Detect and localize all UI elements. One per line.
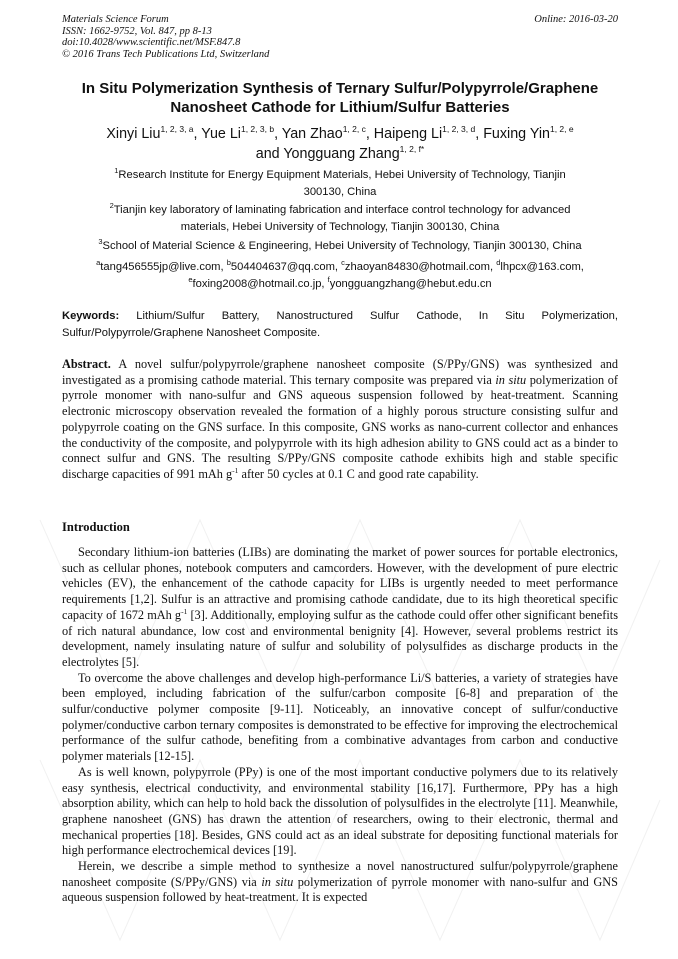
intro-paragraph-4: [62, 859, 618, 906]
author-sup: 1, 2, 3, b: [240, 124, 275, 134]
author-sup: 1, 2, e: [549, 124, 574, 134]
affiliation-text: School of Material Science & Engineering, Hebei University of Technology, Tianjin 300130, China: [102, 240, 582, 252]
author-name: Xinyi Liu: [106, 126, 161, 142]
author-line-2: [62, 144, 618, 164]
email-sup: a: [96, 258, 101, 267]
abstract-italic: in situ: [495, 372, 527, 387]
intro-text: Herein, we describe a simple method to synthesize a novel nanostructured sulfur/polypyrrole/graphene nanosheet composite (S/PPy/GNS) via: [62, 859, 618, 889]
affiliation-sup: 1: [114, 166, 119, 175]
keywords-text: Lithium/Sulfur Battery, Nanostructured Sulfur Cathode, In Situ Polymerization, Sulfur/Polypyrrole/Graphene Nanosheet Composite.: [62, 310, 618, 339]
author-name: Yan Zhao: [281, 126, 343, 142]
author-name: Fuxing Yin: [483, 126, 550, 142]
author-list: [62, 124, 618, 164]
keywords-label: Keywords:: [62, 310, 120, 322]
affiliation-text: Research Institute for Energy Equipment Materials, Hebei University of Technology, Tianjin: [118, 169, 566, 181]
author-sup: 1, 2, 3, d: [442, 124, 476, 134]
email-sup: e: [188, 274, 193, 284]
affiliation-sup: 3: [98, 237, 103, 246]
intro-superscript: -1: [181, 606, 188, 616]
affiliation-2: [62, 202, 618, 235]
intro-text: polymerization of pyrrole monomer with nano-sulfur and GNS aqueous suspension followed by heat-treatment. It is expected: [62, 874, 619, 905]
abstract-text: A novel sulfur/polypyrrole/graphene nanosheet composite (S/PPy/GNS) was synthesized and investigated as a promising cathode material. This ternary composite was prepared via: [62, 357, 618, 387]
author-name: Yue Li: [201, 126, 241, 142]
paper-title: [62, 79, 618, 117]
title-line-1: In Situ Polymerization Synthesis of Ternary Sulfur/Polypyrrole/Graphene: [81, 80, 599, 97]
email-sup: c: [341, 258, 345, 267]
email-sup: f: [327, 274, 330, 284]
abstract-block: [62, 357, 618, 483]
doi-line: doi:10.4028/www.scientific.net/MSF.847.8: [62, 37, 241, 49]
author-name: Haipeng Li: [373, 126, 443, 142]
email-list: [62, 259, 618, 292]
author-sup: 1, 2, c: [342, 124, 366, 134]
journal-name: Materials Science Forum: [62, 14, 169, 25]
intro-paragraph-2: To overcome the above challenges and develop high-performance Li/S batteries, a variety of strategies have been employed, including fabrication of the sulfur/carbon composite [6-8] and preparation of the sulfur/conductive polymer composite [9-11]. Noticeably, an innovative concept of sulfur/conductive polymer/conductive carbon ternary composites is demonstrated to be effective for improving the electrochemical performance of the sulfur cathode, benefiting from a combinative advantages from carbon and conductive polymer materials [12-15].: [62, 670, 618, 764]
abstract-superscript: -1: [232, 465, 239, 475]
introduction-heading: Introduction: [62, 520, 130, 534]
email-address[interactable]: 504404637@qq.com,: [230, 261, 342, 273]
affiliation-1: [62, 167, 618, 200]
online-date: Online: 2016-03-20: [534, 14, 618, 25]
abstract-text: after 50 cycles at 0.1 C and good rate capability.: [238, 466, 479, 481]
keywords-block: [62, 308, 618, 341]
abstract-text: polymerization of pyrrole monomer with nano-sulfur and GNS aqueous suspension followed by heat-treatment. Scanning electronic microscopy observation revealed the formation of a highly porous structure consisting sulfur and polypyrrole coating on the GNS surface. In this composite, GNS works as nano-current collector and enhances the conductivity of the composite, and polypyrrole with its high adhesion ability to GNS could act as a binder to connect sulfur and GNS. The resulting S/PPy/GNS composite cathode exhibits high and stable specific discharge capacities of 991 mAh g: [62, 372, 619, 481]
author-line-1: [62, 124, 618, 144]
abstract-label: Abstract.: [62, 357, 111, 371]
affiliation-text: 300130, China: [303, 185, 377, 198]
email-address[interactable]: zhaoyan84830@hotmail.com,: [344, 261, 497, 273]
intro-text: [3]. Additionally, employing sulfur as the cathode could offer other significant benefits of rich natural abundance, low cost and environmental benignity [4]. However, several problems restrict its development, namely insulating nature of sulfur and solubility of polysulfides as discharge products in the electrolytes [5].: [62, 607, 618, 669]
intro-text: Secondary lithium-ion batteries (LIBs) are dominating the market of power sources for portable electronics, such as cellular phones, notebook computers and camcorders. However, with the development of pure electric vehicles (EV), the enhancement of the cathode capacity for LIBs is urgently needed to meet performance requirements [1,2]. Sulfur is an attractive and promising cathode candidate, due to its high theoretical specific capacity of 1672 mAh g: [62, 545, 618, 622]
affiliation-text: Tianjin key laboratory of laminating fabrication and interface control technology for advanced: [113, 204, 571, 216]
affiliation-3: [62, 238, 618, 255]
email-sup: d: [496, 258, 501, 267]
author-sup: 1, 2, 3, a: [160, 124, 194, 134]
email-address[interactable]: foxing2008@hotmail.co.jp,: [192, 277, 328, 290]
intro-paragraph-1: [62, 545, 618, 671]
copyright-line: © 2016 Trans Tech Publications Ltd, Switzerland: [62, 48, 270, 60]
publication-metadata: [62, 14, 618, 60]
email-sup: b: [226, 258, 231, 267]
author-sep: ,: [193, 126, 202, 142]
email-address[interactable]: tang456555jp@live.com,: [100, 261, 227, 273]
intro-italic: in situ: [261, 874, 294, 889]
introduction-body: [62, 545, 618, 906]
author-sep: ,: [365, 126, 374, 142]
author-sep: ,: [475, 126, 484, 142]
affiliation-sup: 2: [109, 201, 114, 210]
author-sup: 1, 2, f*: [399, 144, 425, 154]
affiliation-text: materials, Hebei University of Technology, Tianjin 300130, China: [180, 220, 500, 233]
email-address[interactable]: lhpcx@163.com,: [500, 261, 584, 273]
author-name: and Yongguang Zhang: [255, 146, 400, 162]
intro-paragraph-3: As is well known, polypyrrole (PPy) is one of the most important conductive polymers due to its relatively easy synthesis, electrical conductivity, and environmental stability [16,17]. Furthermore, PPy has a high absorption ability, which can help to hold back the dissolution of polysulfides in the electrolyte [11]. Meanwhile, graphene nanosheet (GNS) has drawn the attention of researchers, owing to their electronic, thermal and mechanical properties [18]. Besides, GNS could act as an ideal substrate for depositing functional materials for high performance electrochemical devices [19].: [62, 764, 618, 858]
author-sep: ,: [274, 126, 282, 142]
title-line-2: Nanosheet Cathode for Lithium/Sulfur Batteries: [170, 99, 510, 116]
issn-line: ISSN: 1662-9752, Vol. 847, pp 8-13: [62, 25, 212, 37]
email-address[interactable]: yongguangzhang@hebut.edu.cn: [329, 277, 492, 290]
